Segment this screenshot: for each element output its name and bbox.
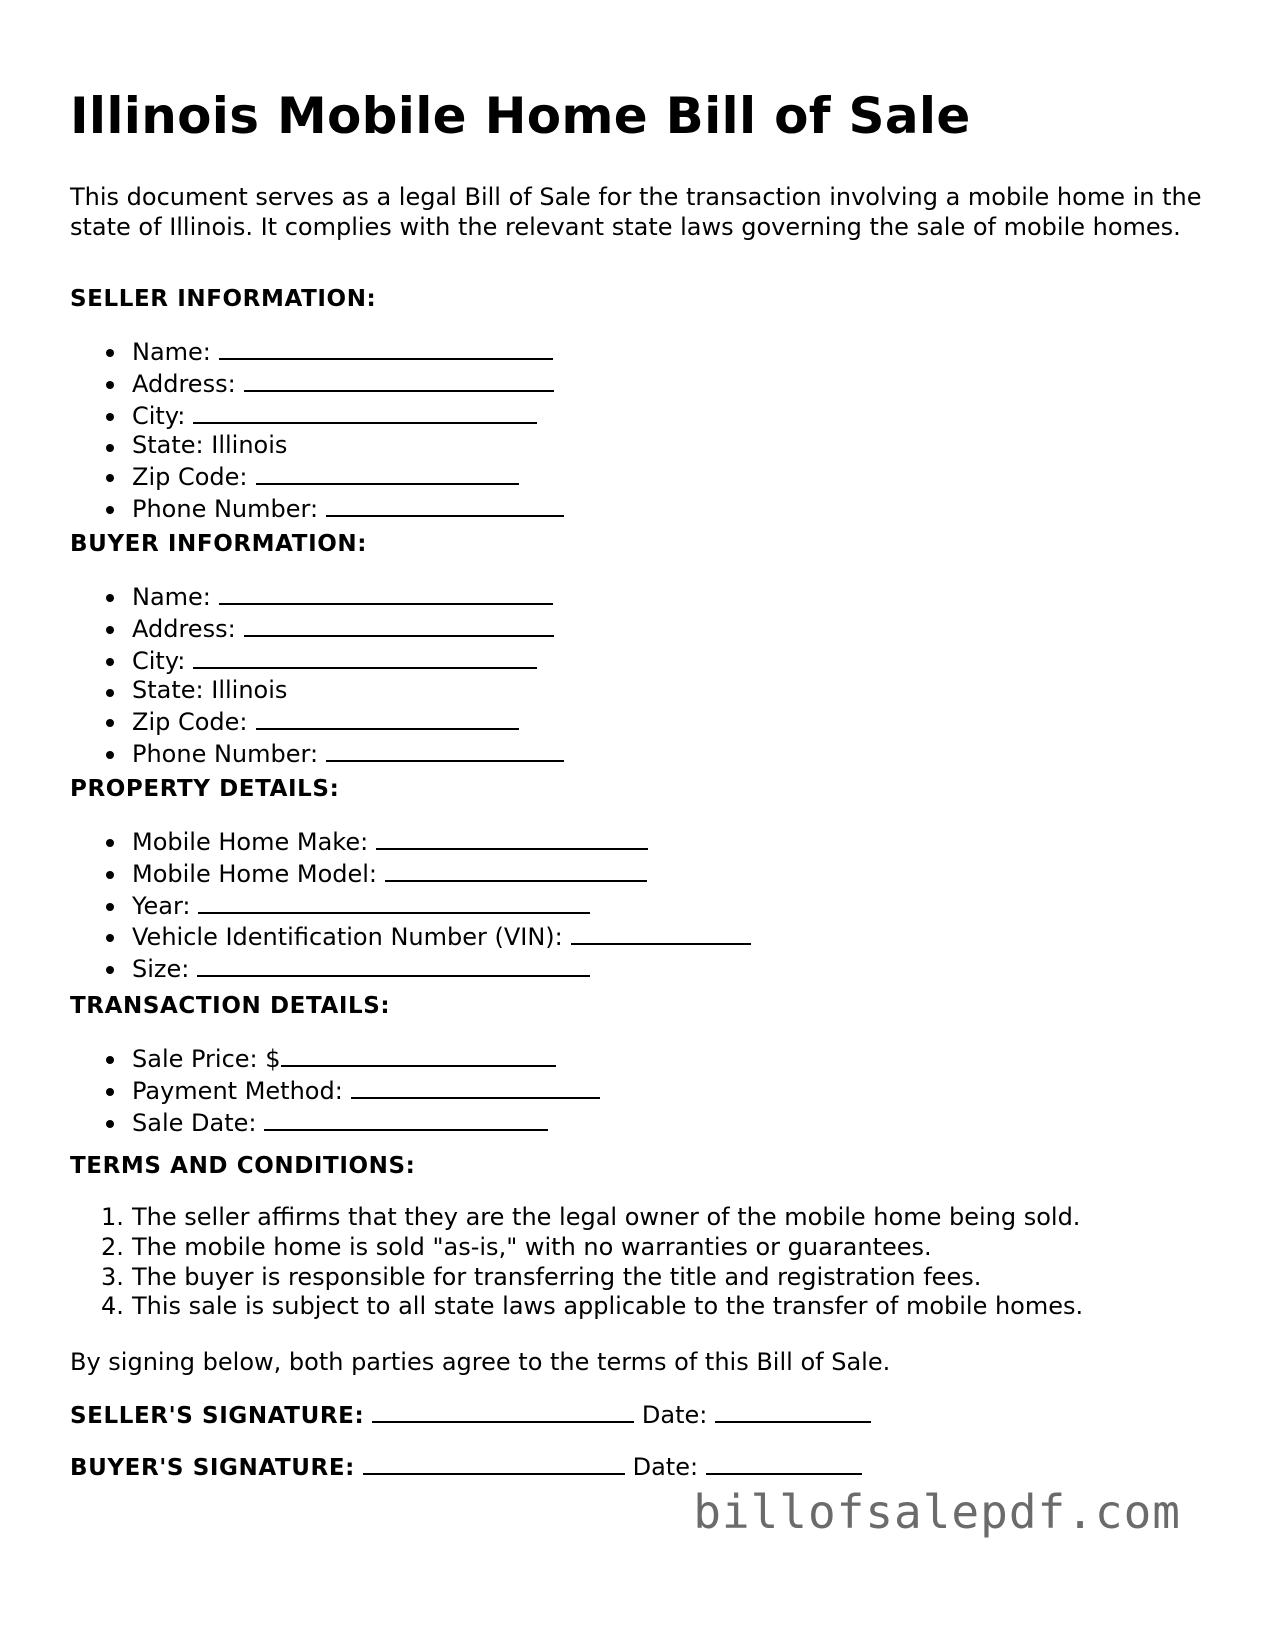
field-label: Address:: [132, 614, 236, 643]
transaction-fields: [70, 1043, 600, 1138]
property-heading: PROPERTY DETAILS:: [70, 776, 340, 802]
property-model-blank[interactable]: [385, 858, 647, 882]
property-vin-blank[interactable]: [571, 921, 751, 945]
term-text: The buyer is responsible for transferring the title and registration fees.: [132, 1262, 982, 1291]
property-model-field: [70, 858, 751, 890]
term-text: This sale is subject to all state laws applicable to the transfer of mobile homes.: [132, 1292, 1084, 1321]
buyer-city-field: [70, 645, 564, 677]
field-label: City:: [132, 646, 186, 675]
seller-signature-label: SELLER'S SIGNATURE:: [70, 1403, 365, 1429]
buyer-city-blank[interactable]: [193, 645, 537, 669]
field-label: Sale Date:: [132, 1108, 257, 1137]
buyer-address-field: [70, 613, 564, 645]
agreement-statement: By signing below, both parties agree to the terms of this Bill of Sale.: [70, 1348, 891, 1376]
transaction-payment-blank[interactable]: [351, 1075, 600, 1099]
field-label: State: Illinois: [132, 431, 288, 460]
seller-address-blank[interactable]: [244, 368, 554, 392]
transaction-date-blank[interactable]: [264, 1107, 548, 1131]
seller-zip-blank[interactable]: [256, 461, 519, 485]
seller-date-label: Date:: [641, 1401, 708, 1429]
field-label: Mobile Home Make:: [132, 828, 369, 856]
term-item: [70, 1263, 1083, 1293]
field-label: Name:: [132, 338, 211, 366]
seller-city-field: [70, 400, 564, 432]
buyer-signature-label: BUYER'S SIGNATURE:: [70, 1455, 355, 1481]
buyer-date-blank[interactable]: [706, 1451, 862, 1475]
buyer-phone-blank[interactable]: [326, 738, 564, 762]
term-number: 2.: [101, 1232, 124, 1261]
buyer-signature-blank[interactable]: [363, 1451, 625, 1475]
term-number: 4.: [101, 1292, 124, 1321]
field-label: State: Illinois: [132, 676, 288, 705]
term-text: The seller affirms that they are the legal owner of the mobile home being sold.: [132, 1203, 1081, 1231]
document-title: Illinois Mobile Home Bill of Sale: [70, 87, 971, 145]
field-label: Vehicle Identification Number (VIN):: [132, 923, 563, 952]
field-label: Mobile Home Model:: [132, 859, 378, 888]
field-label: Zip Code:: [132, 708, 248, 737]
field-label: Size:: [132, 955, 190, 984]
field-label: Zip Code:: [132, 463, 248, 492]
field-label: Name:: [132, 583, 211, 611]
buyer-state-field: [70, 676, 564, 706]
property-make-field: [70, 826, 751, 858]
seller-date-blank[interactable]: [715, 1399, 871, 1423]
buyer-heading: BUYER INFORMATION:: [70, 531, 368, 557]
buyer-phone-field: [70, 738, 564, 770]
seller-phone-blank[interactable]: [326, 493, 564, 517]
seller-zip-field: [70, 461, 564, 493]
property-make-blank[interactable]: [376, 826, 648, 850]
property-vin-field: [70, 921, 751, 953]
seller-fields: [70, 336, 564, 525]
buyer-fields: [70, 581, 564, 770]
transaction-date-field: [70, 1107, 600, 1139]
term-item: [70, 1203, 1083, 1233]
field-label: Payment Method:: [132, 1076, 343, 1105]
buyer-zip-blank[interactable]: [256, 706, 519, 730]
field-label: Address:: [132, 369, 236, 398]
property-year-blank[interactable]: [198, 890, 590, 914]
property-size-field: [70, 953, 751, 985]
property-fields: [70, 826, 751, 985]
buyer-zip-field: [70, 706, 564, 738]
field-label: Phone Number:: [132, 739, 319, 768]
intro-paragraph: This document serves as a legal Bill of Sale for the transaction involving a mobile home in the state of Illinois. It complies with the relevant state laws governing the sale of mobile homes.: [70, 183, 1202, 241]
buyer-address-blank[interactable]: [244, 613, 554, 637]
term-number: 1.: [101, 1203, 124, 1231]
transaction-payment-field: [70, 1075, 600, 1107]
seller-city-blank[interactable]: [193, 400, 537, 424]
transaction-price-field: [70, 1043, 600, 1075]
transaction-heading: TRANSACTION DETAILS:: [70, 993, 391, 1019]
buyer-signature-line: [70, 1451, 862, 1483]
field-label: Phone Number:: [132, 494, 319, 523]
terms-list: [70, 1203, 1083, 1322]
buyer-name-field: [70, 581, 564, 613]
buyer-name-blank[interactable]: [219, 581, 553, 605]
seller-heading: SELLER INFORMATION:: [70, 286, 377, 312]
field-label: Year:: [132, 891, 191, 920]
seller-signature-blank[interactable]: [372, 1399, 634, 1423]
field-label: City:: [132, 401, 186, 430]
seller-signature-line: [70, 1399, 871, 1431]
seller-name-blank[interactable]: [219, 336, 553, 360]
transaction-price-blank[interactable]: [281, 1043, 556, 1067]
term-item: [70, 1233, 1083, 1263]
term-number: 3.: [101, 1262, 124, 1291]
property-size-blank[interactable]: [197, 953, 590, 977]
seller-state-field: [70, 431, 564, 461]
field-label: Sale Price: $: [132, 1045, 281, 1073]
seller-name-field: [70, 336, 564, 368]
term-text: The mobile home is sold "as-is," with no warranties or guarantees.: [132, 1232, 932, 1261]
term-item: [70, 1292, 1083, 1322]
terms-heading: TERMS AND CONDITIONS:: [70, 1153, 416, 1179]
watermark-text: billofsalepdf.com: [693, 1485, 1181, 1539]
seller-phone-field: [70, 493, 564, 525]
buyer-date-label: Date:: [632, 1453, 699, 1481]
property-year-field: [70, 890, 751, 922]
seller-address-field: [70, 368, 564, 400]
